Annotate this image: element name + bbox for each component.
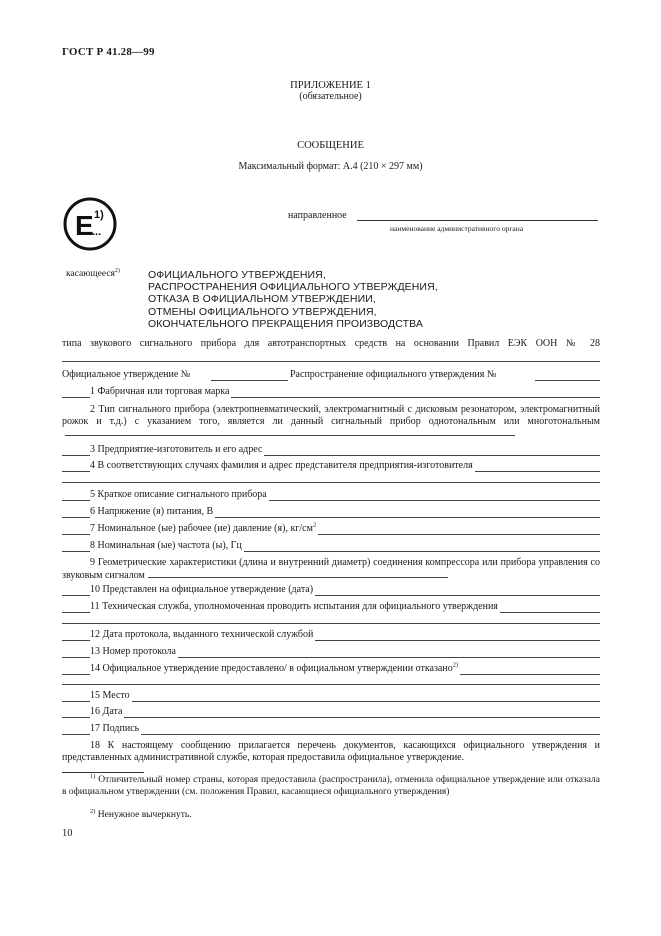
footnote-divider [62,772,144,773]
field-1-label: 1 Фабричная или торговая марка [90,386,230,397]
sent-to-label: направленное [288,210,347,221]
e-mark-letter: E [75,210,94,241]
field-15-input[interactable] [62,701,600,702]
footnote-1 [62,772,601,798]
field-12-row [62,629,600,643]
page-number: 10 [62,828,73,839]
field-8-row [62,540,600,554]
concerning-option[interactable]: ОТМЕНЫ ОФИЦИАЛЬНОГО УТВЕРЖДЕНИЯ, [148,305,377,318]
field-2-input[interactable] [65,427,515,436]
concerning-option[interactable]: РАСПРОСТРАНЕНИЯ ОФИЦИАЛЬНОГО УТВЕРЖДЕНИЯ, [148,281,438,294]
field-9-label [62,557,600,581]
field-13-row [62,646,600,660]
field-11-row [62,601,600,615]
extension-no-field[interactable] [535,380,600,381]
field-7-label [90,523,318,536]
concerning-options [148,269,438,330]
field-7-superscript: 2 [312,521,317,529]
field-17-label: 17 Подпись [90,723,140,734]
field-14-text: 14 Официальное утверждение предоставлено/ в официальном утверждении отказано [90,663,453,674]
footnote-2-mark: 2) [90,807,96,815]
field-3-label: 3 Предприятие-изготовитель и его адрес [90,444,263,455]
field-9-input[interactable] [148,569,448,578]
sent-to-caption: наименование административного органа [390,224,524,233]
document-header: ГОСТ Р 41.28—99 [62,46,155,58]
field-10-row [62,584,600,598]
type-field-line[interactable] [62,361,600,362]
field-10-label: 10 Представлен на официальное утверждение (дата) [90,584,314,595]
concerning-footnote-mark: 2) [114,267,120,274]
e-mark-logo [62,196,118,252]
field-15-row [62,690,600,704]
concerning-option[interactable]: ОТКАЗА В ОФИЦИАЛЬНОМ УТВЕРЖДЕНИИ, [148,293,376,306]
field-1-row [62,386,600,400]
max-format: Максимальный формат: А.4 (210 × 297 мм) [238,161,423,172]
field-12-label: 12 Дата протокола, выданного технической службой [90,629,314,640]
field-4-row [62,460,600,474]
e-mark-circle-icon [62,196,118,252]
field-5-row [62,489,600,503]
extension-no-label: Распространение официального утверждения № [290,369,497,380]
field-7-text: 7 Номинальное (ые) рабочее (ие) давление (я), кг/см [90,523,313,534]
appendix-title: ПРИЛОЖЕНИЕ 1 [290,80,371,91]
field-2-text: 2 Тип сигнального прибора (электропневматический, электромагнитный с дисковым резонатором, электромагнитный рожок и т.д.) с указанием того, является ли данный сигнальный прибор однотональным или многотональным [62,404,600,427]
field-9-text: 9 Геометрические характеристики (длина и внутренний диаметр) соединения компрессора или прибора управления со звуковым сигналом [62,557,600,581]
field-7-row [62,523,600,537]
footnote-1-text: Отличительный номер страны, которая предоставила (распространила), отменила официальное утверждение или отказала в официальном утверждении (см. положения Правил, касающиеся официального утверждения) [62,775,601,797]
field-18-text: 18 К настоящему сообщению прилагается перечень документов, касающихся официального утверждения и представленных административной службе, которая предоставила официальное утверждение. [62,740,600,763]
field-14-label [90,663,460,676]
field-17-input[interactable] [62,734,600,735]
field-6-row [62,506,600,520]
field-17-row [62,723,600,737]
field-5-label: 5 Краткое описание сигнального прибора [90,489,267,500]
field-14-input-line-2[interactable] [62,684,600,685]
field-14-footnote-mark: 2) [452,661,459,669]
e-mark-superscript: 1) [94,209,104,221]
concerning-label [66,269,120,281]
field-3-row [62,444,600,458]
approval-no-label: Официальное утверждение № [62,369,191,380]
field-11-label: 11 Техническая служба, уполномоченная проводить испытания для официального утверждения [90,601,498,612]
field-15-label: 15 Место [90,690,130,701]
field-13-label: 13 Номер протокола [90,646,176,657]
concerning-label-text: касающееся [66,269,115,279]
type-statement: типа звукового сигнального прибора для автотранспортных средств на основании Правил ЕЭК ООН № 28 [62,338,600,349]
field-8-label: 8 Номинальная (ые) частота (ы), Гц [90,540,242,551]
concerning-option[interactable]: ОКОНЧАТЕЛЬНОГО ПРЕКРАЩЕНИЯ ПРОИЗВОДСТВА [148,317,423,330]
message-title: СООБЩЕНИЕ [297,140,364,151]
field-4-label: 4 В соответствующих случаях фамилия и адрес представителя предприятия-изготовителя [90,460,473,471]
field-11-input-line-2[interactable] [62,623,600,624]
sent-to-field[interactable] [357,220,598,221]
field-16-label: 16 Дата [90,706,123,717]
concerning-option[interactable]: ОФИЦИАЛЬНОГО УТВЕРЖДЕНИЯ, [148,269,326,281]
field-4-input-line-2[interactable] [62,482,600,483]
field-14-row [62,663,600,677]
e-mark-dots: ... [92,226,102,238]
footnote-2 [62,807,600,822]
field-6-label: 6 Напряжение (я) питания, В [90,506,214,517]
field-16-row [62,706,600,720]
appendix-subtitle: (обязательное) [299,91,362,102]
footnote-1-mark: 1) [90,772,96,780]
field-16-input[interactable] [62,717,600,718]
field-2-label [62,404,600,440]
footnote-2-text: Ненужное вычеркнуть. [97,810,192,820]
